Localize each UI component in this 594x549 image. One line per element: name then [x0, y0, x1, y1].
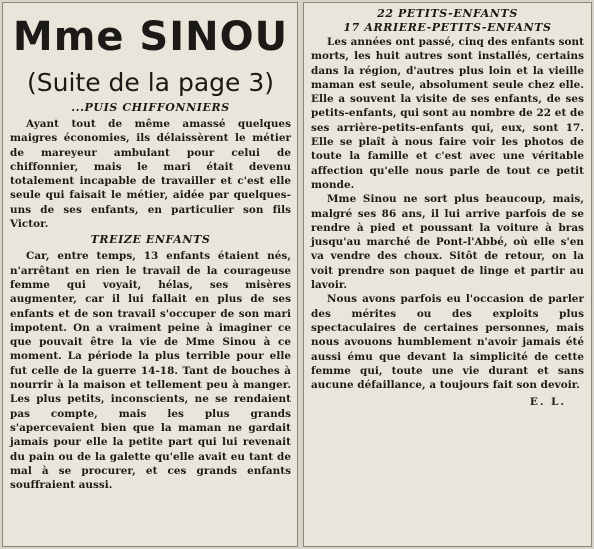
paragraph-chiffonniers: Ayant tout de même amassé quelques maigres économies, ils délaissèrent le métier de mareyeur ambulant pour celui de chiffonnier, mais le mari était devenu totalement incapable de travailler et c'est elle seule qui faisait le métier, aidée par quelques-uns de ses enfants, en particulier son fils Victor.: [10, 118, 291, 231]
paragraph-annees: Les années ont passé, cinq des enfants sont morts, les huit autres sont installés, certains dans la région, d'autres plus loin et la vieille maman est seule, absolument seule chez elle. Elle a souvent la visite de ses enfants, de ses petits-enfants, qui sont au nombre de 22 et de ses arrière-petits-enfants qui, eux, sont 17. Elle se plaît à nous faire voir les photos de toute la famille et c'est avec une véritable affection qu'elle nous parle de tout ce petit monde.: [311, 36, 584, 191]
article-subtitle: (Suite de la page 3): [27, 68, 274, 97]
left-column: [2, 2, 298, 547]
section-heading-treize-enfants: TREIZE ENFANTS: [90, 233, 211, 247]
paragraph-sortie: Mme Sinou ne sort plus beaucoup, mais, malgré ses 86 ans, il lui arrive parfois de se rendre à pied et poussant la voiture à bras jusqu'au marché de Pont-l'Abbé, où elle s'en va vendre des choux. Sitôt de retour, on la voit prendre son paquet de linge et partir au lavoir.: [311, 193, 584, 292]
article-title: Mme SINOU: [12, 14, 289, 60]
section-heading-petits-enfants: 22 PETITS-ENFANTS: [377, 7, 518, 20]
paragraph-treize-enfants: Car, entre temps, 13 enfants étaient nés, n'arrêtant en rien le travail de la courageuse femme qui voyait, hélas, ses misères augmenter, car il lui fallait en plus de ses enfants et de son travail s'occuper de son mari impotent. On a vraiment peine à imaginer ce que pouvait être la vie de Mme Sinou à ce moment. La période la plus terrible pour elle fut celle de la guerre 14-18. Tant de bouches à nourrir à la maison et tellement peu à manger. Les plus petits, inconscients, ne se rendaient pas compte, mais les plus grands s'apercevaient bien que la maman ne gardait jamais pour elle la petite part qui lui revenait du pain ou de la galette qu'elle avait eu tant de mal à se procurer, et ces grands enfants souffraient aussi.: [10, 250, 291, 492]
section-heading-arriere-petits-enfants: 17 ARRIERE-PETITS-ENFANTS: [343, 21, 552, 34]
right-column: [303, 2, 592, 547]
paragraph-conclusion: Nous avons parfois eu l'occasion de parler des mérites ou des exploits plus spectaculaires de certaines personnes, mais nous avouons humblement n'avoir jamais été aussi ému que devant la simplicité de cette femme qui, toute une vie durant et sans aucune défaillance, a toujours fait son devoir.: [311, 293, 584, 392]
author-signature: E. L.: [529, 396, 566, 409]
section-heading-chiffonniers: ...PUIS CHIFFONNIERS: [71, 101, 230, 114]
